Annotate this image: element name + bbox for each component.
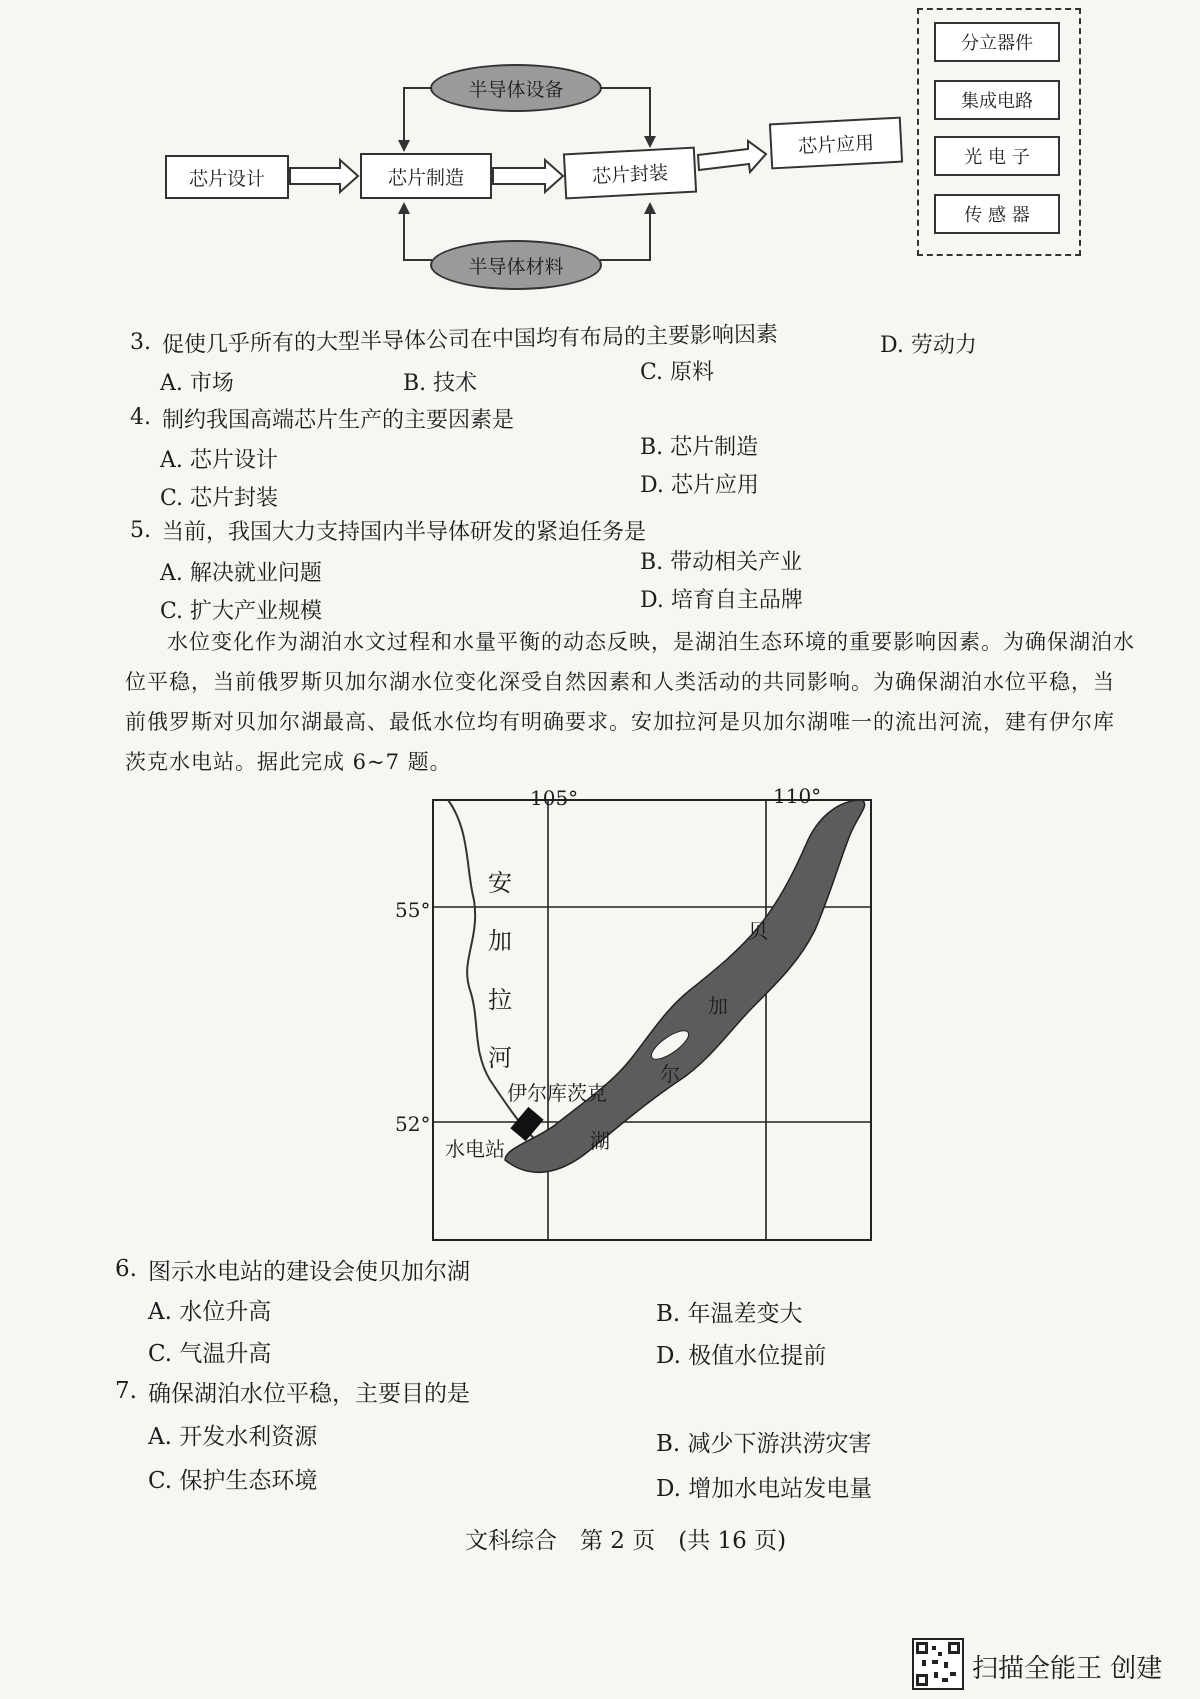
option-b: B. 芯片制造 [640,435,759,460]
question-number: 7. [115,1378,137,1404]
option-d: D. 增加水电站发电量 [656,1476,873,1502]
chip-packaging-box: 芯片封装 [563,147,697,200]
lake-baikal [505,800,865,1172]
option-c: C. 芯片封装 [160,486,279,511]
option-d: D. 极值水位提前 [656,1343,827,1369]
option-b: B. 年温差变大 [656,1301,803,1327]
application-integrated-circuits: 集成电路 [934,80,1060,120]
river-label-char: 河 [488,1044,512,1072]
watermark-text: 扫描全能王 创建 [972,1654,1163,1684]
application-discrete-devices: 分立器件 [934,22,1060,62]
question-text: 制约我国高端芯片生产的主要因素是 [162,408,515,433]
question-number: 4. [130,405,151,430]
lat-label-55: 55° [395,898,431,922]
lake-label-char: 加 [708,994,728,1018]
city-label-irkutsk: 伊尔库茨克 [507,1081,607,1105]
semiconductor-materials-ellipse: 半导体材料 [430,240,602,290]
river-label-char: 加 [488,927,512,955]
chip-manufacturing-box: 芯片制造 [360,153,492,199]
option-b: B. 减少下游洪涝灾害 [656,1431,872,1457]
option-d: D. 劳动力 [880,333,977,358]
option-d: D. 芯片应用 [640,473,759,498]
application-sensors: 传 感 器 [934,194,1060,234]
application-optoelectronics: 光 电 子 [934,136,1060,176]
lon-label-105: 105° [530,786,579,810]
question-number: 6. [115,1256,137,1282]
lake-label-char: 贝 [748,919,768,943]
chip-design-box: 芯片设计 [165,155,289,199]
semiconductor-equipment-ellipse: 半导体设备 [430,64,602,112]
river-label-char: 安 [488,869,512,897]
option-c: C. 原料 [640,360,715,385]
page-footer: 文科综合 第 2 页 (共 16 页) [465,1528,787,1554]
question-text: 图示水电站的建设会使贝加尔湖 [148,1259,470,1285]
lat-label-52: 52° [395,1112,431,1136]
chip-application-box: 芯片应用 [769,117,903,170]
option-c: C. 气温升高 [148,1341,272,1367]
option-c: C. 扩大产业规模 [160,599,323,624]
question-text: 促使几乎所有的大型半导体公司在中国均有布局的主要影响因素 [161,322,779,358]
question-text: 当前，我国大力支持国内半导体研发的紧迫任务是 [162,520,647,545]
option-a: A. 芯片设计 [160,448,278,473]
question-number: 5. [130,518,151,543]
qr-code-icon [912,1638,964,1690]
question-number: 3. [130,330,151,355]
lake-label-char: 尔 [660,1062,680,1086]
lake-label-char: 湖 [590,1129,610,1153]
option-d: D. 培育自主品牌 [640,588,803,613]
option-b: B. 技术 [403,371,478,396]
option-a: A. 市场 [160,371,234,396]
question-text: 确保湖泊水位平稳，主要目的是 [148,1381,470,1407]
option-b: B. 带动相关产业 [640,550,803,575]
option-c: C. 保护生态环境 [148,1468,318,1494]
reading-passage: 水位变化作为湖泊水文过程和水量平衡的动态反映，是湖泊生态环境的重要影响因素。为确保湖泊水位平稳，当前俄罗斯贝加尔湖水位变化深受自然因素和人类活动的共同影响。为确保湖泊水位平稳，当前俄罗斯对贝加尔湖最高、最低水位均有明确要求。安加拉河是贝加尔湖唯一的流出河流，建有伊尔库茨克水电站。据此完成 6~7 题。 [125,630,1135,774]
lon-label-110: 110° [773,784,822,808]
option-a: A. 解决就业问题 [160,561,322,586]
station-label: 水电站 [445,1137,505,1161]
river-label-char: 拉 [488,986,512,1014]
option-a: A. 开发水利资源 [148,1424,318,1450]
option-a: A. 水位升高 [148,1299,272,1325]
